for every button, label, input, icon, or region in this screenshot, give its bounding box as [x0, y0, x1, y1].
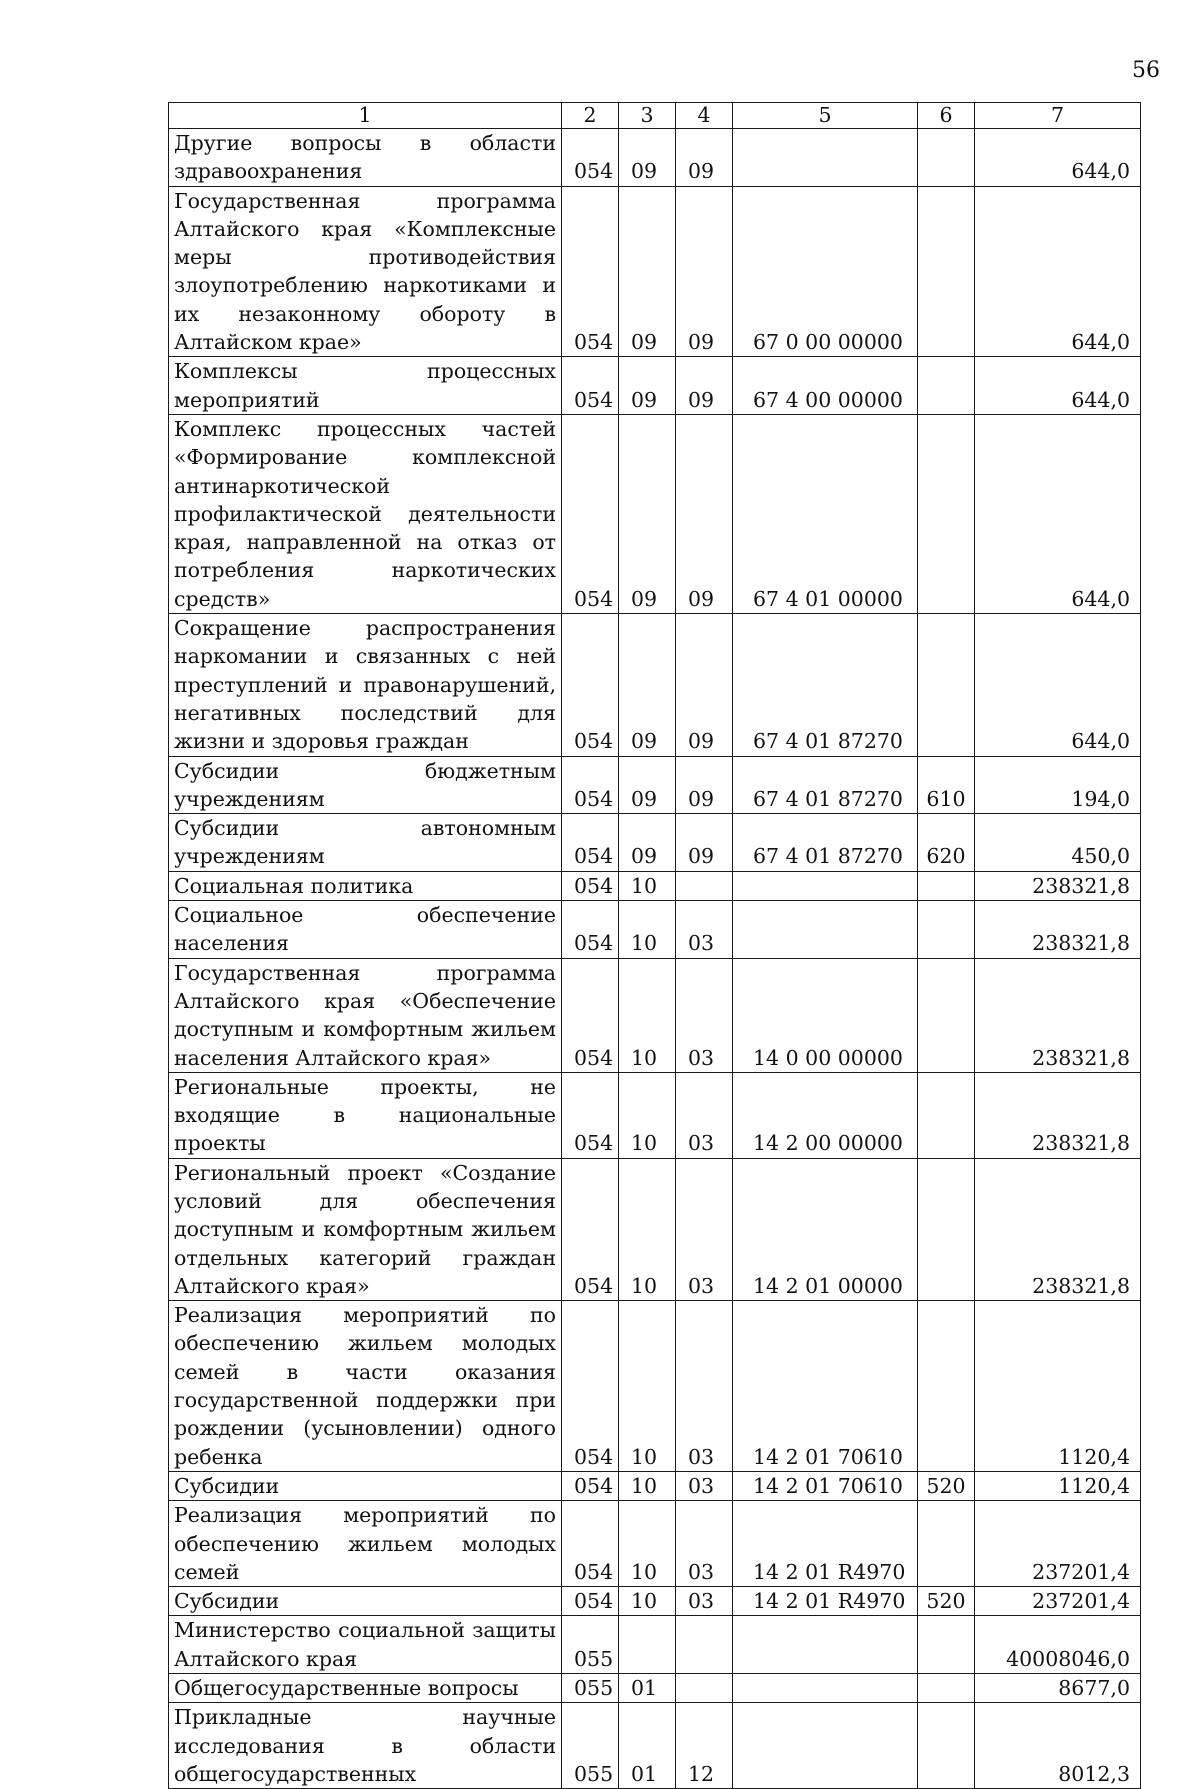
header-row: [169, 103, 1141, 129]
row-name-cell: Субсидии: [169, 1471, 562, 1500]
row-code-2-cell: 054: [562, 1471, 619, 1500]
row-code-2-cell: 054: [562, 1158, 619, 1300]
row-amount-cell: 238321,8: [975, 1158, 1141, 1300]
row-code-2-cell: 054: [562, 1587, 619, 1616]
header-cell: 1: [169, 103, 562, 129]
row-name-cell: Региональные проекты, не входящие в национальные проекты: [169, 1072, 562, 1158]
row-code-5-cell: [733, 901, 918, 959]
row-amount-cell: 238321,8: [975, 871, 1141, 900]
row-code-3-cell: 10: [619, 871, 676, 900]
row-code-5-cell: 14 2 01 70610: [733, 1471, 918, 1500]
row-code-3-cell: 10: [619, 1072, 676, 1158]
row-code-2-cell: 055: [562, 1674, 619, 1703]
header-cell: 4: [676, 103, 733, 129]
row-code-5-cell: 67 0 00 00000: [733, 186, 918, 357]
row-code-6-cell: [918, 1072, 975, 1158]
table-row: [169, 1703, 1141, 1789]
row-code-6-cell: 620: [918, 814, 975, 872]
row-amount-cell: 237201,4: [975, 1587, 1141, 1616]
row-code-2-cell: 054: [562, 871, 619, 900]
row-amount-cell: 644,0: [975, 357, 1141, 415]
row-code-5-cell: [733, 871, 918, 900]
row-amount-cell: 1120,4: [975, 1471, 1141, 1500]
header-cell: 7: [975, 103, 1141, 129]
row-code-4-cell: 09: [676, 756, 733, 814]
row-code-3-cell: 09: [619, 129, 676, 187]
table-row: [169, 129, 1141, 187]
table-row: [169, 1616, 1141, 1674]
row-code-6-cell: [918, 614, 975, 756]
row-code-6-cell: [918, 871, 975, 900]
row-code-3-cell: [619, 1616, 676, 1674]
row-amount-cell: 8012,3: [975, 1703, 1141, 1789]
table-row: [169, 958, 1141, 1072]
row-code-3-cell: 09: [619, 186, 676, 357]
row-code-4-cell: 03: [676, 901, 733, 959]
row-code-3-cell: 10: [619, 958, 676, 1072]
row-code-6-cell: [918, 901, 975, 959]
table-row: [169, 901, 1141, 959]
row-code-4-cell: 09: [676, 614, 733, 756]
row-code-2-cell: 054: [562, 186, 619, 357]
row-name-cell: Субсидии: [169, 1587, 562, 1616]
row-code-3-cell: 10: [619, 1471, 676, 1500]
row-code-5-cell: 14 2 00 00000: [733, 1072, 918, 1158]
table-row: [169, 414, 1141, 613]
row-amount-cell: 644,0: [975, 129, 1141, 187]
row-code-2-cell: 054: [562, 1072, 619, 1158]
header-cell: 2: [562, 103, 619, 129]
row-code-3-cell: 09: [619, 357, 676, 415]
row-code-3-cell: 10: [619, 901, 676, 959]
row-code-6-cell: [918, 1674, 975, 1703]
row-code-6-cell: [918, 357, 975, 415]
table-row: [169, 814, 1141, 872]
row-code-4-cell: [676, 1616, 733, 1674]
row-name-cell: Субсидии бюджетным учреждениям: [169, 756, 562, 814]
row-name-cell: Общегосударственные вопросы: [169, 1674, 562, 1703]
row-code-6-cell: [918, 186, 975, 357]
table-row: [169, 1301, 1141, 1472]
row-code-4-cell: [676, 1674, 733, 1703]
row-code-6-cell: 520: [918, 1587, 975, 1616]
row-name-cell: Реализация мероприятий по обеспечению жильем молодых семей в части оказания государственной поддержки при рождении (усыновлении) одного ребенка: [169, 1301, 562, 1472]
row-code-4-cell: 03: [676, 958, 733, 1072]
table-row: [169, 1674, 1141, 1703]
row-code-2-cell: 054: [562, 958, 619, 1072]
row-code-5-cell: 14 2 01 R4970: [733, 1587, 918, 1616]
row-amount-cell: 8677,0: [975, 1674, 1141, 1703]
row-code-4-cell: 03: [676, 1587, 733, 1616]
row-code-2-cell: 054: [562, 814, 619, 872]
header-cell: 6: [918, 103, 975, 129]
row-code-2-cell: 054: [562, 614, 619, 756]
budget-table: [168, 102, 1141, 1789]
row-amount-cell: 238321,8: [975, 958, 1141, 1072]
row-name-cell: Социальная политика: [169, 871, 562, 900]
row-amount-cell: 644,0: [975, 186, 1141, 357]
row-code-5-cell: 14 2 01 R4970: [733, 1501, 918, 1587]
row-code-3-cell: 10: [619, 1587, 676, 1616]
row-code-3-cell: 09: [619, 814, 676, 872]
row-code-4-cell: 09: [676, 357, 733, 415]
table-row: [169, 1501, 1141, 1587]
row-code-4-cell: 03: [676, 1301, 733, 1472]
row-code-4-cell: [676, 871, 733, 900]
row-name-cell: Государственная программа Алтайского края «Обеспечение доступным и комфортным жильем населения Алтайского края»: [169, 958, 562, 1072]
row-amount-cell: 644,0: [975, 414, 1141, 613]
row-code-5-cell: 67 4 01 00000: [733, 414, 918, 613]
row-name-cell: Прикладные научные исследования в области общегосударственных: [169, 1703, 562, 1789]
row-code-3-cell: 01: [619, 1703, 676, 1789]
row-code-2-cell: 054: [562, 129, 619, 187]
row-code-2-cell: 054: [562, 414, 619, 613]
row-code-2-cell: 055: [562, 1703, 619, 1789]
table-row: [169, 357, 1141, 415]
row-code-6-cell: [918, 1501, 975, 1587]
table-row: [169, 871, 1141, 900]
row-code-4-cell: 03: [676, 1471, 733, 1500]
row-amount-cell: 237201,4: [975, 1501, 1141, 1587]
row-name-cell: Реализация мероприятий по обеспечению жильем молодых семей: [169, 1501, 562, 1587]
row-name-cell: Социальное обеспечение населения: [169, 901, 562, 959]
row-amount-cell: 644,0: [975, 614, 1141, 756]
row-code-2-cell: 054: [562, 357, 619, 415]
row-code-5-cell: 67 4 01 87270: [733, 814, 918, 872]
row-code-4-cell: 09: [676, 814, 733, 872]
row-code-2-cell: 054: [562, 1301, 619, 1472]
row-code-5-cell: 14 0 00 00000: [733, 958, 918, 1072]
table-row: [169, 614, 1141, 756]
row-name-cell: Субсидии автономным учреждениям: [169, 814, 562, 872]
header-cell: 3: [619, 103, 676, 129]
row-code-5-cell: [733, 1674, 918, 1703]
row-code-4-cell: 09: [676, 186, 733, 357]
row-name-cell: Государственная программа Алтайского края «Комплексные меры противодействия злоупотреблению наркотиками и их незаконному обороту в Алтайском крае»: [169, 186, 562, 357]
row-code-3-cell: 10: [619, 1501, 676, 1587]
row-code-5-cell: 67 4 01 87270: [733, 614, 918, 756]
row-code-3-cell: 10: [619, 1158, 676, 1300]
row-code-4-cell: 03: [676, 1158, 733, 1300]
row-code-3-cell: 01: [619, 1674, 676, 1703]
row-name-cell: Комплексы процессных мероприятий: [169, 357, 562, 415]
row-code-3-cell: 09: [619, 414, 676, 613]
row-code-5-cell: 67 4 01 87270: [733, 756, 918, 814]
row-code-6-cell: [918, 1301, 975, 1472]
row-code-2-cell: 054: [562, 756, 619, 814]
row-code-5-cell: 14 2 01 70610: [733, 1301, 918, 1472]
row-code-4-cell: 09: [676, 414, 733, 613]
row-code-6-cell: [918, 1703, 975, 1789]
table-row: [169, 1072, 1141, 1158]
row-name-cell: Другие вопросы в области здравоохранения: [169, 129, 562, 187]
row-code-2-cell: 054: [562, 1501, 619, 1587]
row-code-3-cell: 09: [619, 614, 676, 756]
table-row: [169, 1471, 1141, 1500]
table-row: [169, 1587, 1141, 1616]
row-code-6-cell: 610: [918, 756, 975, 814]
row-name-cell: Комплекс процессных частей «Формирование комплексной антинаркотической профилактической деятельности края, направленной на отказ от потребления наркотических средств»: [169, 414, 562, 613]
row-code-4-cell: 09: [676, 129, 733, 187]
row-code-3-cell: 10: [619, 1301, 676, 1472]
row-code-6-cell: [918, 414, 975, 613]
row-code-2-cell: 055: [562, 1616, 619, 1674]
row-name-cell: Региональный проект «Создание условий для обеспечения доступным и комфортным жильем отдельных категорий граждан Алтайского края»: [169, 1158, 562, 1300]
row-code-5-cell: 14 2 01 00000: [733, 1158, 918, 1300]
row-code-6-cell: [918, 1158, 975, 1300]
row-name-cell: Министерство социальной защиты Алтайского края: [169, 1616, 562, 1674]
row-code-6-cell: [918, 958, 975, 1072]
row-amount-cell: 450,0: [975, 814, 1141, 872]
header-cell: 5: [733, 103, 918, 129]
row-code-5-cell: [733, 129, 918, 187]
row-code-6-cell: [918, 1616, 975, 1674]
page-number: 56: [1132, 58, 1160, 83]
table-body: [169, 129, 1141, 1789]
row-code-6-cell: 520: [918, 1471, 975, 1500]
table-row: [169, 1158, 1141, 1300]
row-code-4-cell: 12: [676, 1703, 733, 1789]
row-amount-cell: 1120,4: [975, 1301, 1141, 1472]
row-code-4-cell: 03: [676, 1501, 733, 1587]
row-code-5-cell: [733, 1616, 918, 1674]
row-code-4-cell: 03: [676, 1072, 733, 1158]
table-row: [169, 756, 1141, 814]
row-code-2-cell: 054: [562, 901, 619, 959]
row-amount-cell: 40008046,0: [975, 1616, 1141, 1674]
row-code-5-cell: 67 4 00 00000: [733, 357, 918, 415]
row-amount-cell: 238321,8: [975, 1072, 1141, 1158]
row-code-5-cell: [733, 1703, 918, 1789]
row-amount-cell: 238321,8: [975, 901, 1141, 959]
table-row: [169, 186, 1141, 357]
row-amount-cell: 194,0: [975, 756, 1141, 814]
row-name-cell: Сокращение распространения наркомании и связанных с ней преступлений и правонарушений, негативных последствий для жизни и здоровья граждан: [169, 614, 562, 756]
row-code-6-cell: [918, 129, 975, 187]
row-code-3-cell: 09: [619, 756, 676, 814]
